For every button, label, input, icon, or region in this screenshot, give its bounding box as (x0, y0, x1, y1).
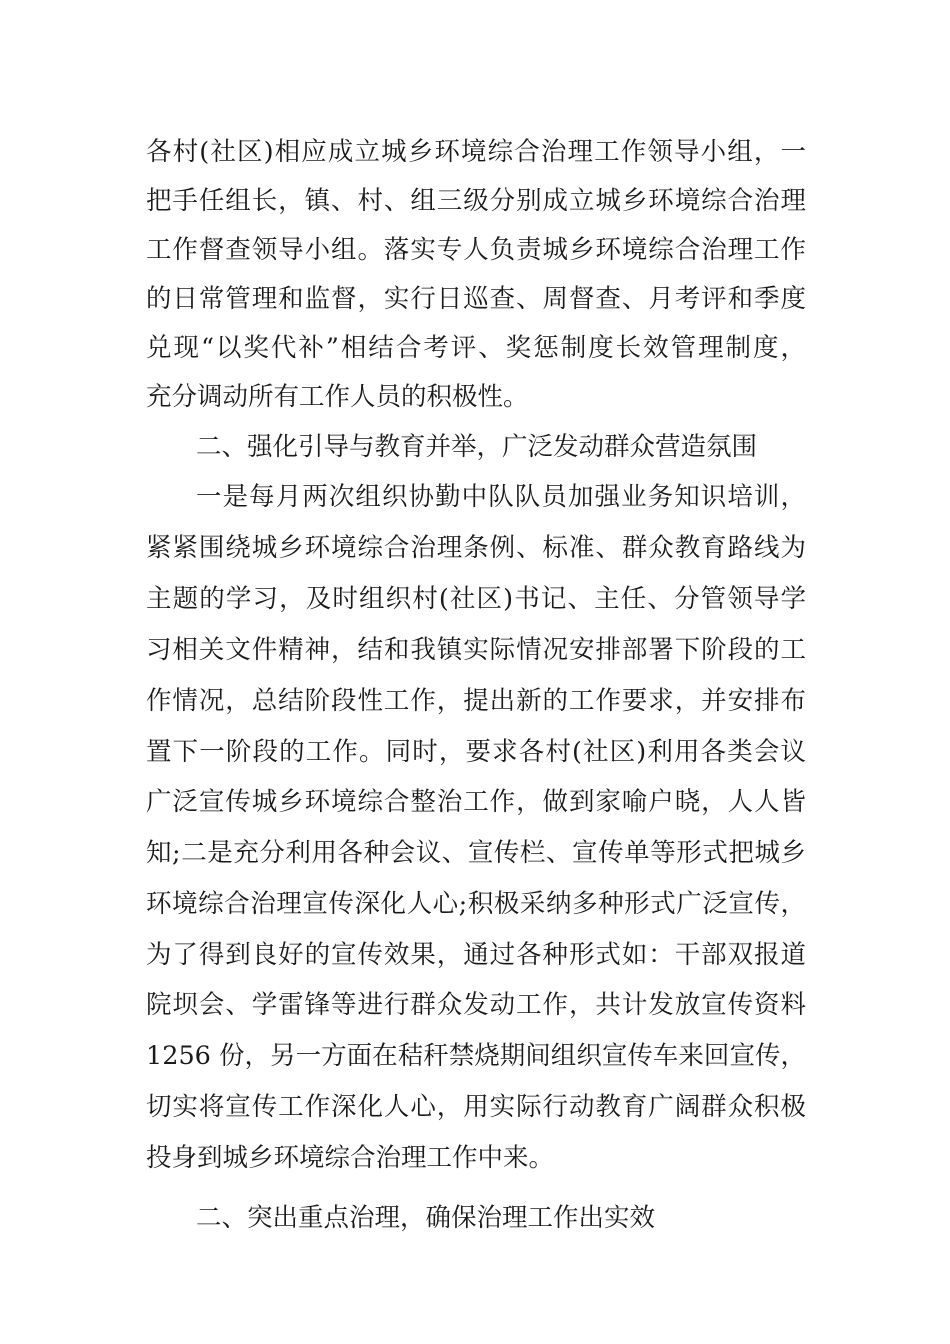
paragraph-line: 各村(社区)相应成立城乡环境综合治理工作领导小组，一 (146, 137, 806, 167)
paragraph-line: 广泛宣传城乡环境综合整治工作，做到家喻户晓，人人皆 (146, 787, 806, 817)
paragraph-line: 兑现“以奖代补”相结合考评、奖惩制度长效管理制度， (146, 333, 806, 363)
paragraph-line: 的日常管理和监督，实行日巡查、周督查、月考评和季度 (146, 284, 806, 314)
section-heading: 二、突出重点治理，确保治理工作出实效 (196, 1203, 656, 1233)
paragraph-line: 作情况，总结阶段性工作，提出新的工作要求，并安排布 (146, 686, 806, 716)
paragraph-line: 院坝会、学雷锋等进行群众发动工作，共计发放宣传资料 (146, 990, 806, 1020)
paragraph-line: 主题的学习，及时组织村(社区)书记、主任、分管领导学 (146, 584, 806, 614)
paragraph-line: 习相关文件精神，结和我镇实际情况安排部署下阶段的工 (146, 635, 806, 665)
paragraph-line: 把手任组长，镇、村、组三级分别成立城乡环境综合治理 (146, 186, 806, 216)
paragraph-line: 紧紧围绕城乡环境综合治理条例、标准、群众教育路线为 (146, 533, 806, 563)
paragraph-line: 投身到城乡环境综合治理工作中来。 (146, 1143, 555, 1173)
paragraph-line: 为了得到良好的宣传效果，通过各种形式如：干部双报道 (146, 940, 806, 970)
paragraph-line: 充分调动所有工作人员的积极性。 (146, 382, 529, 412)
paragraph-line: 1256 份，另一方面在秸秆禁烧期间组织宣传车来回宣传， (146, 1041, 806, 1071)
paragraph-line: 工作督查领导小组。落实专人负责城乡环境综合治理工作 (146, 235, 806, 265)
paragraph-line: 一是每月两次组织协勤中队队员加强业务知识培训， (196, 482, 806, 512)
paragraph-line: 环境综合治理宣传深化人心;积极采纳多种形式广泛宣传， (146, 889, 806, 919)
paragraph-line: 知;二是充分利用各种会议、宣传栏、宣传单等形式把城乡 (146, 838, 806, 868)
section-heading: 二、强化引导与教育并举，广泛发动群众营造氛围 (196, 432, 758, 462)
paragraph-line: 切实将宣传工作深化人心，用实际行动教育广阔群众积极 (146, 1092, 806, 1122)
paragraph-line: 置下一阶段的工作。同时，要求各村(社区)利用各类会议 (146, 737, 806, 767)
